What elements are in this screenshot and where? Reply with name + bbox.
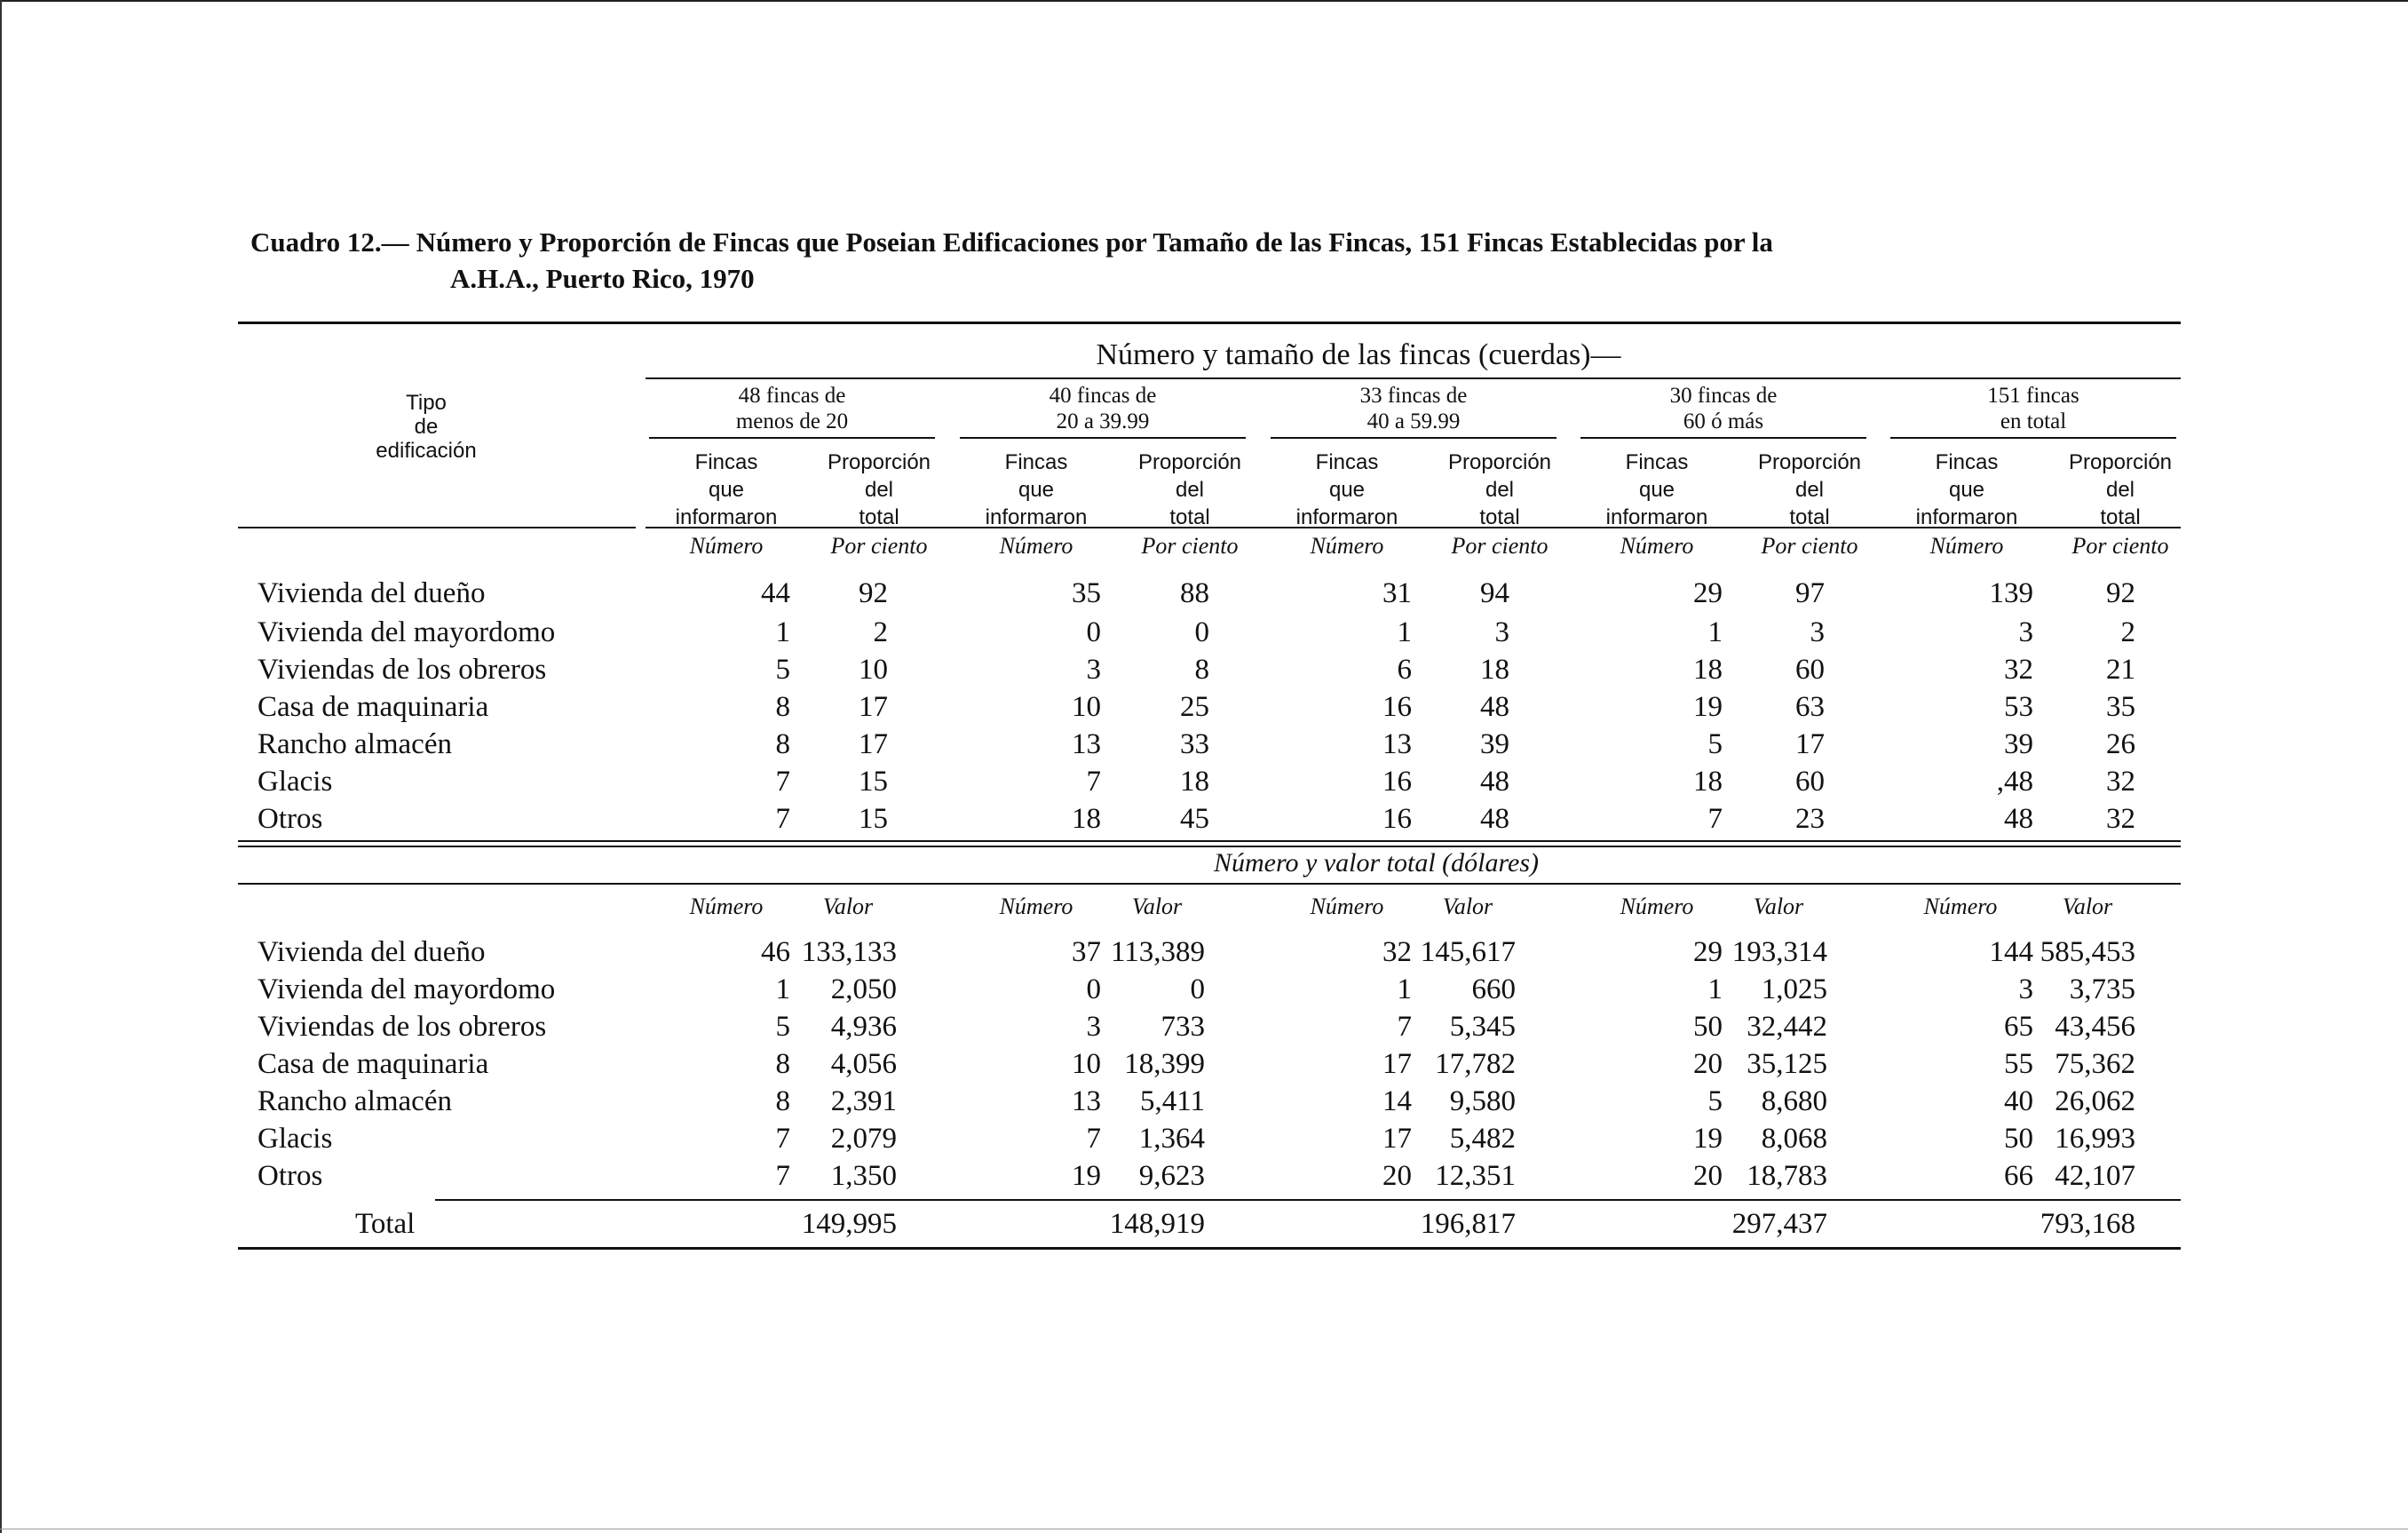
row-label: Rancho almacén xyxy=(257,1085,452,1117)
table-cell: 20 xyxy=(1693,1160,1723,1192)
rule-top xyxy=(238,322,2181,324)
table-cell: 7 xyxy=(1707,803,1723,835)
table-cell: 5,411 xyxy=(1139,1085,1205,1117)
table-cell: 144 xyxy=(1989,936,2033,968)
column-header-share: total xyxy=(1789,505,1830,529)
table-cell: 65 xyxy=(2004,1011,2033,1043)
group-header-line2: 40 a 59.99 xyxy=(1366,409,1461,433)
unit-count: Número xyxy=(1923,894,1998,919)
table-cell: 7 xyxy=(1397,1011,1412,1043)
table-cell: 53 xyxy=(2004,691,2033,723)
rule-under-group xyxy=(960,437,1246,439)
table-cell: 19 xyxy=(1693,691,1723,723)
table-cell: 32 xyxy=(2106,766,2135,798)
table-cell: 48 xyxy=(2004,803,2033,835)
column-header-share: total xyxy=(859,505,899,529)
row-label: Viviendas de los obreros xyxy=(257,1011,547,1043)
column-header-count: informaron xyxy=(1915,505,2018,529)
column-header-share: Proporción xyxy=(1757,450,1862,474)
rule-under-group xyxy=(1890,437,2176,439)
table-cell: 18,399 xyxy=(1124,1048,1205,1080)
table-cell: 48 xyxy=(1480,691,1509,723)
row-label: Vivienda del dueño xyxy=(257,577,486,609)
table-cell: 0 xyxy=(1086,616,1101,648)
row-label: Casa de maquinaria xyxy=(257,691,489,723)
table-cell: 26,062 xyxy=(2055,1085,2135,1117)
table-cell: 3 xyxy=(1810,616,1825,648)
table-cell: 7 xyxy=(1086,1123,1101,1155)
group-header-line1: 48 fincas de xyxy=(738,384,846,408)
table-cell: 14 xyxy=(1382,1085,1412,1117)
table-cell: 5,345 xyxy=(1449,1011,1516,1043)
total-value: 149,995 xyxy=(801,1208,897,1240)
unit-count: Número xyxy=(1620,894,1694,919)
table-cell: 88 xyxy=(1180,577,1209,609)
table-cell: 7 xyxy=(775,1123,790,1155)
table-cell: 18 xyxy=(1480,654,1509,686)
table-cell: 133,133 xyxy=(801,936,897,968)
row-label: Rancho almacén xyxy=(257,728,452,760)
stub-header-line: de xyxy=(414,415,439,439)
table-cell: 17 xyxy=(859,691,888,723)
table-cell: 26 xyxy=(2106,728,2135,760)
table-cell: 139 xyxy=(1989,577,2033,609)
table-cell: 29 xyxy=(1693,577,1723,609)
caption-title-line2: A.H.A., Puerto Rico, 1970 xyxy=(450,263,755,294)
table-cell: 94 xyxy=(1480,577,1509,609)
table-cell: 16 xyxy=(1382,691,1412,723)
unit-share: Por ciento xyxy=(2071,533,2169,559)
table-cell: 5 xyxy=(775,654,790,686)
table-cell: 35 xyxy=(1072,577,1101,609)
table-cell: 6 xyxy=(1397,654,1412,686)
table-cell: 97 xyxy=(1795,577,1825,609)
table-cell: 20 xyxy=(1693,1048,1723,1080)
column-header-share: total xyxy=(2100,505,2141,529)
table-cell: 1,364 xyxy=(1138,1123,1205,1155)
table-cell: 17 xyxy=(859,728,888,760)
total-value: 793,168 xyxy=(2040,1208,2135,1240)
column-header-share: Proporción xyxy=(2068,450,2173,474)
unit-share: Por ciento xyxy=(830,533,928,559)
row-label: Glacis xyxy=(257,766,333,798)
row-label: Otros xyxy=(257,1160,323,1192)
unit-share: Por ciento xyxy=(1141,533,1239,559)
table-cell: 17 xyxy=(1382,1048,1412,1080)
column-header-share: total xyxy=(1169,505,1210,529)
table-cell: 1 xyxy=(1397,616,1412,648)
table-cell: 12,351 xyxy=(1435,1160,1516,1192)
table-cell: 1,025 xyxy=(1761,973,1827,1005)
table-cell: 8 xyxy=(775,1085,790,1117)
table-cell: 66 xyxy=(2004,1160,2033,1192)
column-header-share: del xyxy=(864,478,894,502)
table-cell: 32 xyxy=(2106,803,2135,835)
column-header-share: del xyxy=(1794,478,1825,502)
table-cell: 18 xyxy=(1693,766,1723,798)
table-cell: 60 xyxy=(1795,654,1825,686)
table-cell: 18,783 xyxy=(1747,1160,1827,1192)
rule-under-spanner xyxy=(646,377,2181,379)
rule-under-spanner2 xyxy=(238,883,2181,885)
column-header-count: informaron xyxy=(1605,505,1708,529)
table-cell: 17 xyxy=(1382,1123,1412,1155)
table-cell: 17,782 xyxy=(1435,1048,1516,1080)
group-header-line1: 40 fincas de xyxy=(1049,384,1157,408)
row-label: Casa de maquinaria xyxy=(257,1048,489,1080)
table-cell: 92 xyxy=(859,577,888,609)
unit-count: Número xyxy=(1310,533,1384,559)
row-label: Vivienda del dueño xyxy=(257,936,486,968)
column-header-share: Proporción xyxy=(1137,450,1242,474)
rule-above-total xyxy=(435,1199,2181,1201)
table-cell: 660 xyxy=(1471,973,1516,1005)
row-label: Otros xyxy=(257,803,323,835)
table-cell: 43,456 xyxy=(2055,1011,2135,1043)
column-header-share: Proporción xyxy=(827,450,931,474)
table-cell: 29 xyxy=(1693,936,1723,968)
unit-value: Valor xyxy=(1442,894,1493,919)
table-cell: 37 xyxy=(1072,936,1101,968)
group-header-line2: 20 a 39.99 xyxy=(1056,409,1150,433)
column-header-share: del xyxy=(1175,478,1205,502)
table-cell: 39 xyxy=(1480,728,1509,760)
table-cell: 10 xyxy=(1072,1048,1101,1080)
column-header-count: informaron xyxy=(675,505,778,529)
unit-count: Número xyxy=(689,894,764,919)
table-cell: 15 xyxy=(859,766,888,798)
table-cell: 13 xyxy=(1382,728,1412,760)
table-cell: 13 xyxy=(1072,728,1101,760)
table-cell: 92 xyxy=(2106,577,2135,609)
table-cell: 31 xyxy=(1382,577,1412,609)
table-cell: 1 xyxy=(1707,616,1723,648)
table-cell: 15 xyxy=(859,803,888,835)
unit-value: Valor xyxy=(2062,894,2113,919)
table-cell: 8,680 xyxy=(1761,1085,1827,1117)
table-cell: 7 xyxy=(1086,766,1101,798)
table-cell: 4,936 xyxy=(830,1011,897,1043)
column-header-count: que xyxy=(1328,478,1366,502)
table-caption xyxy=(250,224,2168,297)
table-cell: 10 xyxy=(859,654,888,686)
table-cell: 0 xyxy=(1190,973,1205,1005)
unit-share: Por ciento xyxy=(1451,533,1549,559)
column-header-count: Fincas xyxy=(694,450,758,474)
column-header-count: que xyxy=(708,478,745,502)
table-cell: 9,580 xyxy=(1449,1085,1516,1117)
table-cell: 18 xyxy=(1072,803,1101,835)
caption-title-line1: Número y Proporción de Fincas que Poseian Edificaciones por Tamaño de las Fincas, 151 Fincas Establecidas por la xyxy=(416,226,1773,258)
table-cell: 8 xyxy=(1194,654,1209,686)
unit-count: Número xyxy=(1620,533,1694,559)
table-cell: 19 xyxy=(1072,1160,1101,1192)
column-header-share: del xyxy=(1485,478,1515,502)
column-header-share: total xyxy=(1479,505,1520,529)
table-cell: 42,107 xyxy=(2055,1160,2135,1192)
table-cell: 1,350 xyxy=(830,1160,897,1192)
table-cell: 145,617 xyxy=(1420,936,1516,968)
table-cell: 1 xyxy=(775,616,790,648)
caption-dash: — xyxy=(381,226,409,258)
table-cell: 25 xyxy=(1180,691,1209,723)
table-cell: 9,623 xyxy=(1138,1160,1205,1192)
table-cell: 3,735 xyxy=(2069,973,2135,1005)
total-label: Total xyxy=(355,1208,416,1240)
total-value: 297,437 xyxy=(1731,1208,1827,1240)
rule-table2-top xyxy=(238,846,2181,847)
table-cell: 2 xyxy=(873,616,888,648)
stub-header-line: edificación xyxy=(376,439,477,463)
table-cell: 193,314 xyxy=(1731,936,1827,968)
total-value: 148,919 xyxy=(1109,1208,1205,1240)
group-header-line1: 33 fincas de xyxy=(1359,384,1468,408)
table-cell: 0 xyxy=(1086,973,1101,1005)
rule-under-group xyxy=(649,437,935,439)
unit-value: Valor xyxy=(822,894,874,919)
spanner-number-value: Número y valor total (dólares) xyxy=(1213,848,1540,878)
table-cell: 55 xyxy=(2004,1048,2033,1080)
column-header-count: Fincas xyxy=(1625,450,1689,474)
unit-count: Número xyxy=(689,533,764,559)
stub-header-line: Tipo xyxy=(406,391,447,415)
table-cell: 60 xyxy=(1795,766,1825,798)
table-cell: 3 xyxy=(2018,616,2033,648)
column-header-count: que xyxy=(1018,478,1055,502)
rule-under-group xyxy=(1271,437,1556,439)
column-header-share: Proporción xyxy=(1447,450,1552,474)
table-cell: 63 xyxy=(1795,691,1825,723)
table-cell: 113,389 xyxy=(1110,936,1205,968)
unit-count: Número xyxy=(1310,894,1384,919)
unit-value: Valor xyxy=(1131,894,1183,919)
group-header-line2: 60 ó más xyxy=(1683,409,1764,433)
table-cell: 5 xyxy=(1707,728,1723,760)
table-cell: 10 xyxy=(1072,691,1101,723)
table-cell: 3 xyxy=(1494,616,1509,648)
rule-stub-header xyxy=(238,527,636,528)
row-label: Vivienda del mayordomo xyxy=(257,973,556,1005)
table-cell: 32,442 xyxy=(1747,1011,1827,1043)
table-cell: 3 xyxy=(1086,1011,1101,1043)
column-header-count: Fincas xyxy=(1315,450,1379,474)
table-cell: 5 xyxy=(775,1011,790,1043)
table-cell: 32 xyxy=(1382,936,1412,968)
table-cell: 32 xyxy=(2004,654,2033,686)
scan-border-left xyxy=(0,0,2,1533)
table-cell: 8,068 xyxy=(1761,1123,1827,1155)
table-cell: 16,993 xyxy=(2055,1123,2135,1155)
table-cell: 1 xyxy=(1397,973,1412,1005)
table-cell: 50 xyxy=(2004,1123,2033,1155)
group-header-line1: 30 fincas de xyxy=(1669,384,1778,408)
group-header-line2: en total xyxy=(2000,409,2067,433)
caption-label: Cuadro 12. xyxy=(250,226,382,258)
table-cell: 4,056 xyxy=(830,1048,897,1080)
table-cell: 1 xyxy=(1707,973,1723,1005)
row-label: Vivienda del mayordomo xyxy=(257,616,556,648)
table-cell: 18 xyxy=(1693,654,1723,686)
unit-count: Número xyxy=(999,533,1073,559)
table-cell: 39 xyxy=(2004,728,2033,760)
table-cell: 3 xyxy=(2018,973,2033,1005)
table-cell: 8 xyxy=(775,691,790,723)
table-cell: 35 xyxy=(2106,691,2135,723)
table-cell: ,48 xyxy=(1996,766,2033,798)
group-header-line1: 151 fincas xyxy=(1987,384,2079,408)
table-cell: 8 xyxy=(775,728,790,760)
table-cell: 35,125 xyxy=(1747,1048,1827,1080)
table-cell: 40 xyxy=(2004,1085,2033,1117)
rule-table1-bottom xyxy=(238,840,2181,842)
table-cell: 8 xyxy=(775,1048,790,1080)
column-header-count: Fincas xyxy=(1004,450,1068,474)
table-cell: 50 xyxy=(1693,1011,1723,1043)
table-cell: 23 xyxy=(1795,803,1825,835)
row-label: Glacis xyxy=(257,1123,333,1155)
table-cell: 19 xyxy=(1693,1123,1723,1155)
table-cell: 7 xyxy=(775,766,790,798)
table-cell: 733 xyxy=(1160,1011,1205,1043)
table-cell: 20 xyxy=(1382,1160,1412,1192)
table-cell: 2,050 xyxy=(830,973,897,1005)
column-header-count: informaron xyxy=(985,505,1088,529)
table-cell: 46 xyxy=(761,936,790,968)
table-cell: 45 xyxy=(1180,803,1209,835)
group-header-line2: menos de 20 xyxy=(735,409,849,433)
table-cell: 44 xyxy=(761,577,790,609)
table-cell: 75,362 xyxy=(2055,1048,2135,1080)
table-cell: 13 xyxy=(1072,1085,1101,1117)
table-cell: 7 xyxy=(775,1160,790,1192)
unit-value: Valor xyxy=(1753,894,1804,919)
table-cell: 2 xyxy=(2120,616,2135,648)
rule-bottom xyxy=(238,1247,2181,1250)
rule-under-group xyxy=(1580,437,1866,439)
table-cell: 5 xyxy=(1707,1085,1723,1117)
table-cell: 2,391 xyxy=(830,1085,897,1117)
column-header-count: que xyxy=(1638,478,1675,502)
table-cell: 7 xyxy=(775,803,790,835)
table-cell: 16 xyxy=(1382,766,1412,798)
table-cell: 48 xyxy=(1480,803,1509,835)
unit-count: Número xyxy=(1929,533,2004,559)
column-header-count: Fincas xyxy=(1935,450,1999,474)
table-cell: 48 xyxy=(1480,766,1509,798)
unit-count: Número xyxy=(999,894,1073,919)
column-header-share: del xyxy=(2105,478,2135,502)
table-cell: 5,482 xyxy=(1449,1123,1516,1155)
table-cell: 1 xyxy=(775,973,790,1005)
column-header-count: informaron xyxy=(1295,505,1398,529)
unit-share: Por ciento xyxy=(1761,533,1858,559)
table-cell: 3 xyxy=(1086,654,1101,686)
total-value: 196,817 xyxy=(1420,1208,1516,1240)
table-cell: 0 xyxy=(1194,616,1209,648)
table-cell: 16 xyxy=(1382,803,1412,835)
table-cell: 2,079 xyxy=(830,1123,897,1155)
row-label: Viviendas de los obreros xyxy=(257,654,547,686)
spanner-number-size: Número y tamaño de las fincas (cuerdas)— xyxy=(1096,338,1621,371)
table-cell: 585,453 xyxy=(2040,936,2135,968)
table-cell: 21 xyxy=(2106,654,2135,686)
table-cell: 17 xyxy=(1795,728,1825,760)
column-header-count: que xyxy=(1948,478,1985,502)
scan-border-top xyxy=(0,0,2408,2)
table-cell: 18 xyxy=(1180,766,1209,798)
table-cell: 33 xyxy=(1180,728,1209,760)
